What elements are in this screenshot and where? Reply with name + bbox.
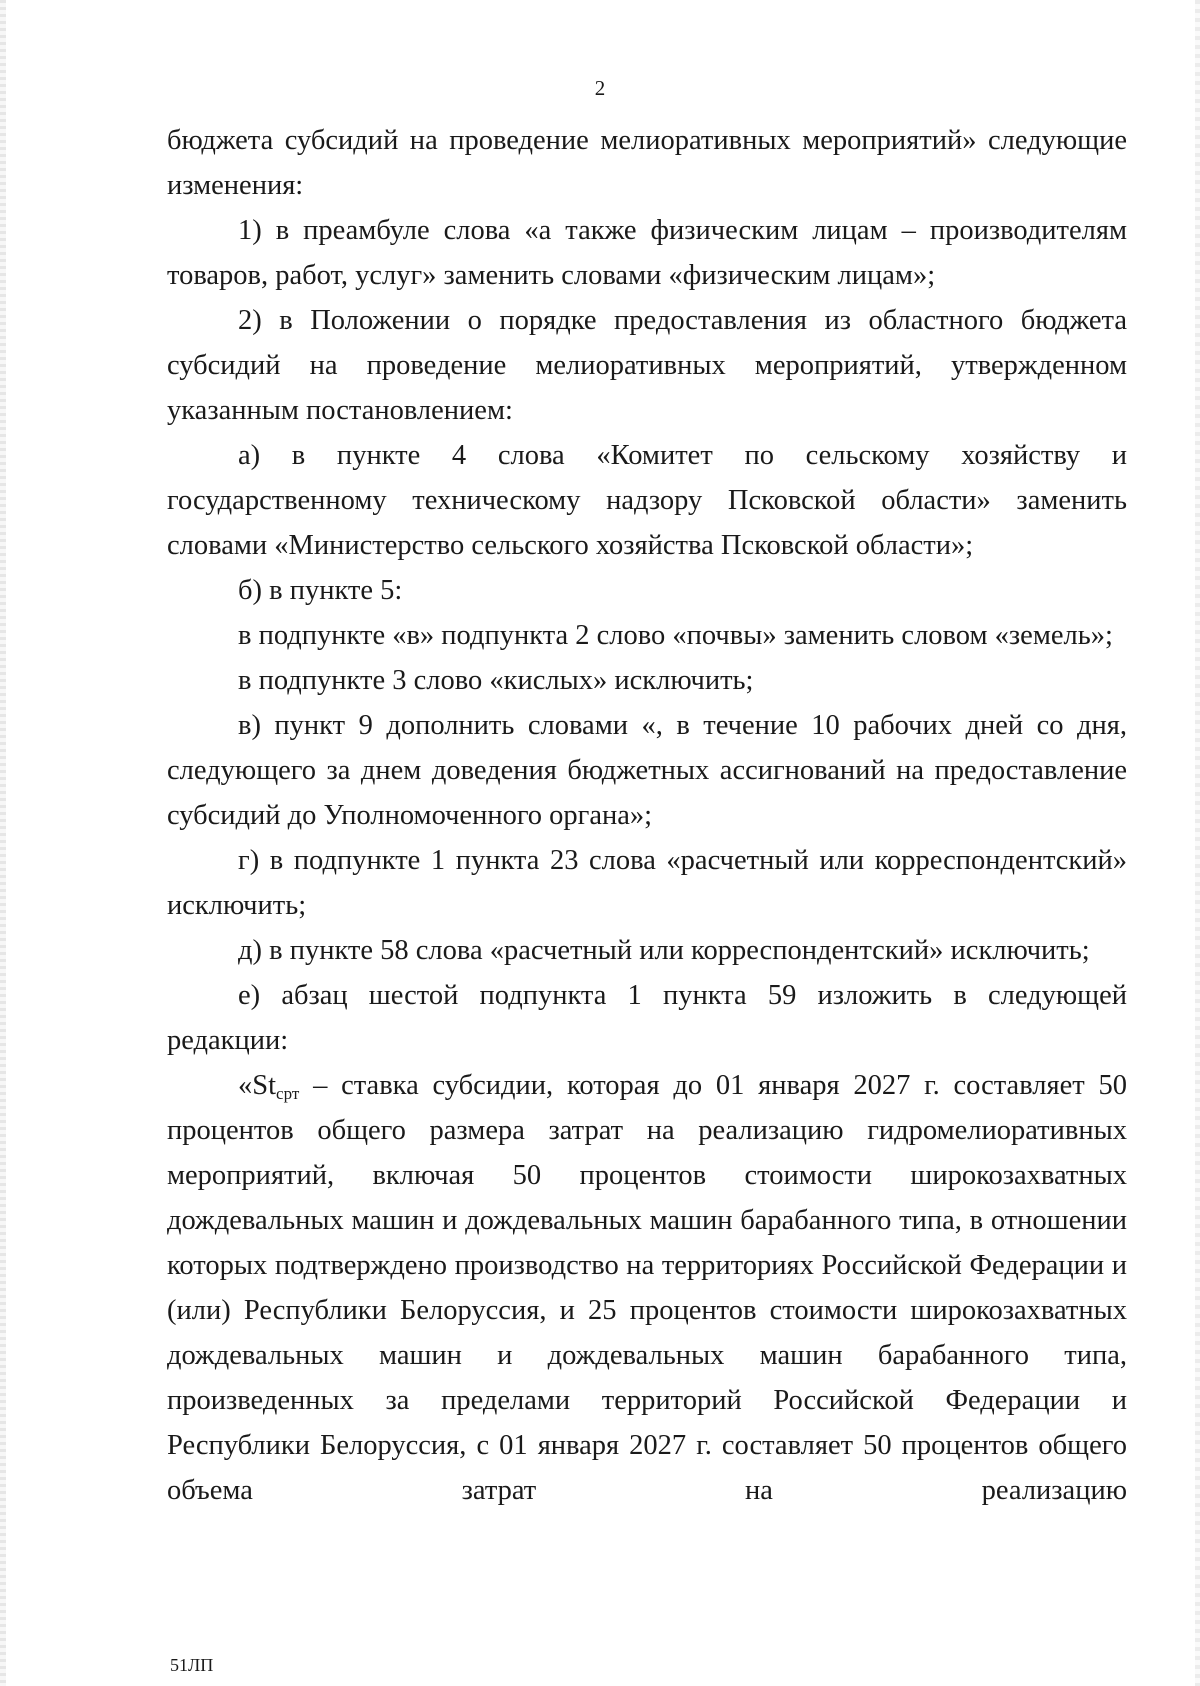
paragraph-item-d: д) в пункте 58 слова «расчетный или корреспондентский» исключить; <box>238 935 1090 966</box>
formula-text: – ставка субсидии, которая до 01 января 2027 г. составляет 50 процентов общего размера затрат на реализацию гидромелиоративных мероприятий, включая 50 процентов стоимости широкозахватных дождевальных машин и дождевальных машин барабанного типа, в отношении которых подтверждено производство на территориях Российской Федерации и (или) Республики Белоруссия, и 25 процентов стоимости широкозахватных дождевальных машин и дождевальных машин барабанного типа, произведенных за пределами территорий Российской Федерации и Республики Белоруссия, с 01 января 2027 г. составляет 50 процентов общего объема затрат на реализацию <box>167 1070 1127 1506</box>
paragraph-item-a: а) в пункте 4 слова «Комитет по сельскому хозяйству и государственному техническому надзору Псковской области» заменить словами «Министерство сельского хозяйства Псковской области»; <box>167 440 1127 561</box>
paragraph-item-1: 1) в преамбуле слова «а также физическим лицам – производителям товаров, работ, услуг» заменить словами «физическим лицам»; <box>167 215 1127 291</box>
paragraph-item-2: 2) в Положении о порядке предоставления из областного бюджета субсидий на проведение мелиоративных мероприятий, утвержденном указанным постановлением: <box>167 305 1127 426</box>
paragraph-item-v: в) пункт 9 дополнить словами «, в течение 10 рабочих дней со дня, следующего за днем доведения бюджетных ассигнований на предоставление субсидий до Уполномоченного органа»; <box>167 710 1127 831</box>
paragraph-formula <box>167 1063 1127 1513</box>
paragraph-item-b: б) в пункте 5: <box>238 575 403 606</box>
footer-code: 51ЛП <box>170 1655 214 1675</box>
scan-edge-right <box>1195 0 1200 1686</box>
formula-subscript: срт <box>276 1084 300 1103</box>
paragraph-item-b-sub-2: в подпункте 3 слово «кислых» исключить; <box>238 665 754 696</box>
formula-prefix: «St <box>238 1070 277 1101</box>
paragraph-item-e: е) абзац шестой подпункта 1 пункта 59 изложить в следующей редакции: <box>167 980 1127 1056</box>
scan-edge-left <box>0 0 6 1686</box>
document-body <box>167 118 1127 1513</box>
page-number: 2 <box>594 76 606 100</box>
paragraph-item-g: г) в подпункте 1 пункта 23 слова «расчетный или корреспондентский» исключить; <box>167 845 1127 921</box>
paragraph-continuation: бюджета субсидий на проведение мелиоративных мероприятий» следующие изменения: <box>167 125 1127 201</box>
paragraph-item-b-sub-1: в подпункте «в» подпункта 2 слово «почвы» заменить словом «земель»; <box>238 620 1113 651</box>
